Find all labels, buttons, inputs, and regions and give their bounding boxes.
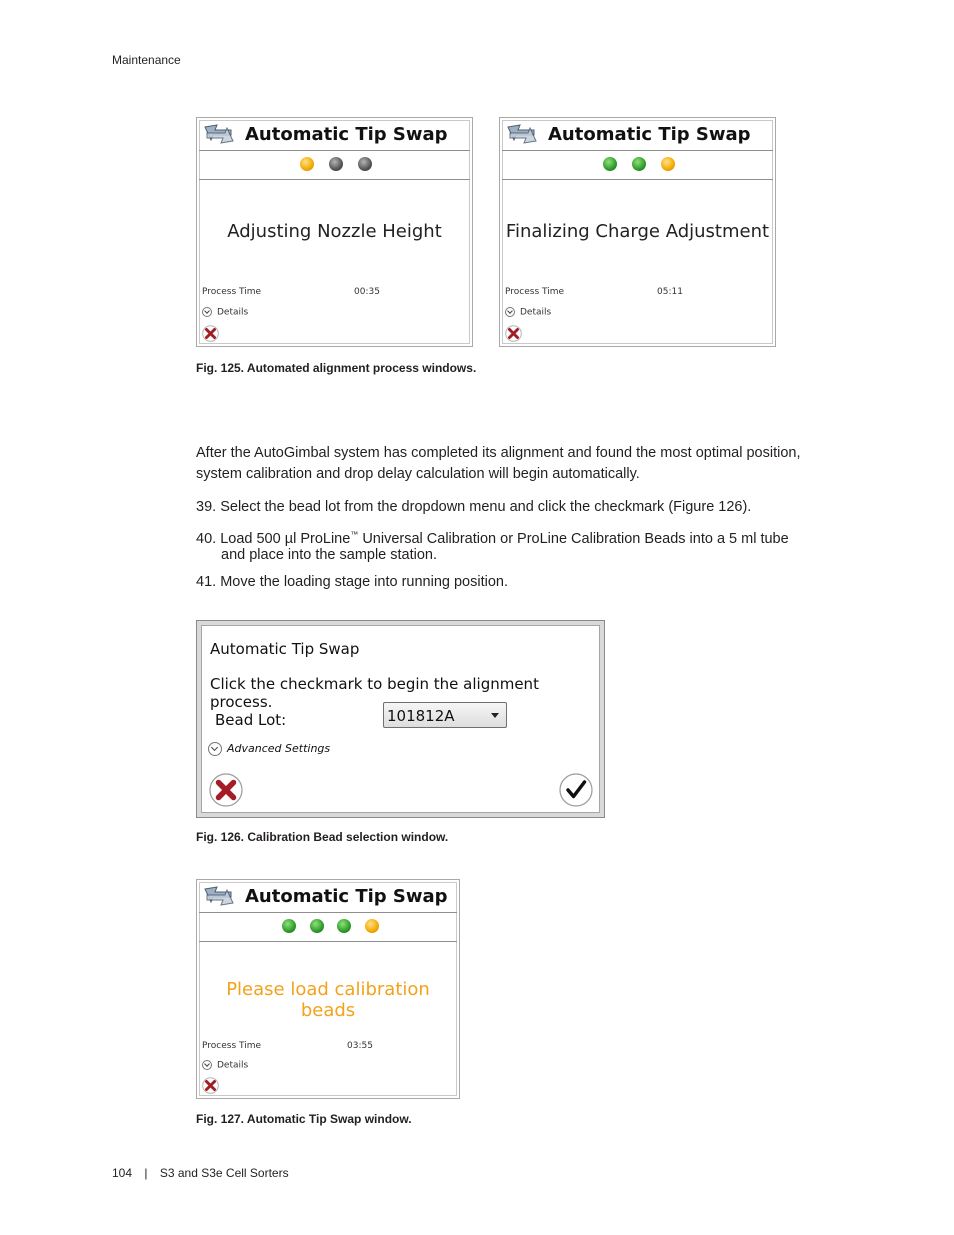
dialog-prompt: Click the checkmark to begin the alignment process.: [210, 675, 539, 711]
status-message: Adjusting Nozzle Height: [227, 221, 442, 242]
figure-caption: Fig. 126. Calibration Bead selection window.: [196, 830, 449, 844]
process-time-value: 00:35: [354, 287, 380, 297]
dialog-title: Automatic Tip Swap: [210, 640, 360, 658]
step-text: Load 500 µl ProLine: [220, 530, 351, 547]
bead-lot-label: Bead Lot:: [215, 711, 287, 729]
status-dot-icon: [300, 157, 314, 171]
body-paragraph: [196, 443, 846, 485]
step-text: Move the loading stage into running position.: [220, 574, 508, 590]
app-logo-icon: [201, 121, 237, 149]
step-number: 40.: [196, 530, 217, 547]
status-indicator-bar: [199, 912, 457, 942]
status-dot-icon: [603, 157, 617, 171]
figure-caption: Fig. 125. Automated alignment process windows.: [196, 361, 477, 375]
running-head: Maintenance: [112, 53, 181, 67]
footer-separator: |: [144, 1166, 148, 1180]
status-dot-icon: [337, 919, 351, 933]
details-toggle[interactable]: [202, 307, 248, 318]
cancel-button[interactable]: [202, 325, 219, 342]
status-dot-icon: [358, 157, 372, 171]
bead-selection-dialog: [196, 620, 605, 818]
paragraph-text: After the AutoGimbal system has completed its alignment and found the most optimal position, system calibration and drop delay calculation will begin automatically.: [196, 445, 801, 482]
page-number: 104: [112, 1166, 133, 1180]
status-message: Finalizing Charge Adjustment: [505, 221, 770, 242]
page-footer: [112, 1166, 289, 1180]
dialog-panel: [201, 625, 600, 813]
confirm-checkmark-button[interactable]: [559, 773, 593, 807]
status-dot-icon: [329, 157, 343, 171]
process-time-value: 03:55: [347, 1041, 373, 1051]
step-text: Select the bead lot from the dropdown menu and click the checkmark (Figure 126).: [220, 499, 752, 515]
tip-swap-window-1: [196, 117, 473, 347]
tip-swap-window-3: [196, 879, 460, 1099]
status-indicator-bar: [502, 150, 773, 180]
details-label: Details: [520, 307, 552, 318]
product-name: S3 and S3e Cell Sorters: [159, 1166, 289, 1180]
step-number: 39.: [196, 499, 217, 515]
status-dot-icon: [632, 157, 646, 171]
chevron-down-icon: [208, 742, 222, 756]
dropdown-arrow-icon: [491, 713, 499, 718]
cancel-button[interactable]: [202, 1077, 219, 1094]
window-title: Automatic Tip Swap: [245, 886, 448, 907]
app-logo-icon: [201, 883, 237, 911]
chevron-down-icon: [505, 307, 515, 317]
details-toggle[interactable]: [505, 307, 551, 318]
step-39: [196, 497, 846, 518]
app-logo-icon: [504, 121, 540, 149]
window-title: Automatic Tip Swap: [548, 124, 751, 145]
status-message: Please load calibration beads: [226, 979, 430, 1021]
cancel-button[interactable]: [209, 773, 243, 807]
details-label: Details: [217, 1060, 249, 1071]
step-41: [196, 572, 846, 593]
window-title: Automatic Tip Swap: [245, 124, 448, 145]
chevron-down-icon: [202, 1060, 212, 1070]
status-dot-icon: [310, 919, 324, 933]
process-time-label: Process Time: [202, 287, 262, 297]
step-40-line2: and place into the sample station.: [221, 547, 438, 563]
bead-lot-dropdown[interactable]: [383, 702, 507, 728]
process-time-label: Process Time: [505, 287, 565, 297]
step-number: 41.: [196, 574, 217, 590]
bead-lot-value: 101812A: [387, 707, 455, 725]
process-time-value: 05:11: [657, 287, 683, 297]
step-text-continued: Universal Calibration or ProLine Calibration Beads into a 5 ml tube: [358, 530, 789, 547]
status-dot-icon: [661, 157, 675, 171]
process-time-label: Process Time: [202, 1041, 262, 1051]
status-indicator-bar: [199, 150, 470, 180]
cancel-button[interactable]: [505, 325, 522, 342]
details-label: Details: [217, 307, 249, 318]
status-dot-icon: [282, 919, 296, 933]
trademark-symbol: ™: [350, 530, 359, 539]
chevron-down-icon: [202, 307, 212, 317]
figure-caption: Fig. 127. Automatic Tip Swap window.: [196, 1112, 412, 1126]
advanced-settings-toggle[interactable]: [208, 742, 330, 756]
tip-swap-window-2: [499, 117, 776, 347]
status-dot-icon: [365, 919, 379, 933]
details-toggle[interactable]: [202, 1060, 248, 1071]
advanced-settings-label: Advanced Settings: [227, 742, 331, 755]
